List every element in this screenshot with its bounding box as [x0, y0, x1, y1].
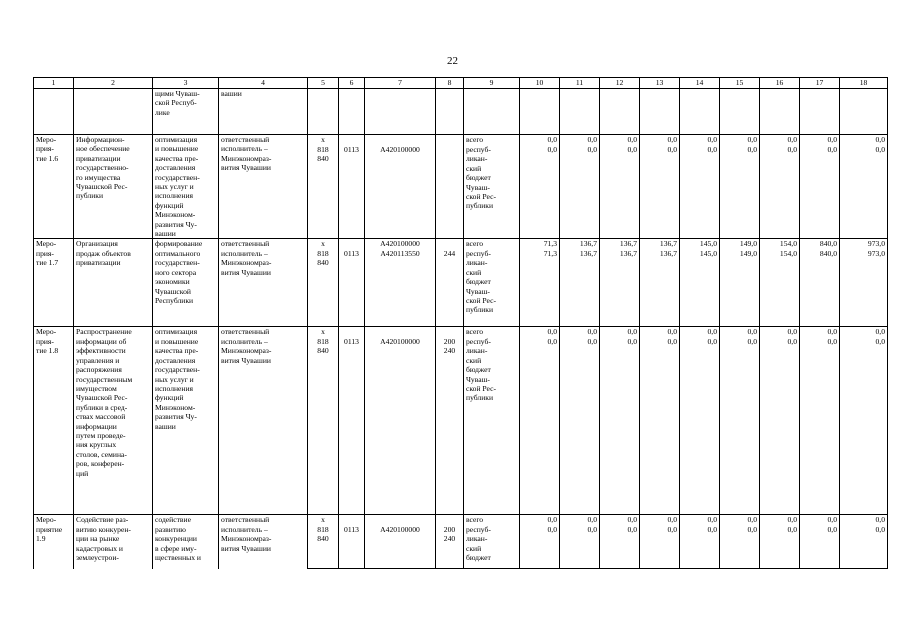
- funding-source: респуб- ликан- ский бюджет Чуваш- ской Рес- публики: [464, 145, 520, 239]
- grbs-code: 818 840: [308, 525, 339, 569]
- amount-cell: 0,0: [640, 515, 680, 525]
- header-cell: 6: [339, 78, 365, 89]
- header-cell: 9: [464, 78, 520, 89]
- activity-goal: оптимизация и повышение качества пре- доставления государствен- ных услуг и исполнения функций Минэконом- развития Чу- вашии: [153, 135, 219, 239]
- header-row: [34, 78, 888, 89]
- amount-cell: 0,0: [520, 525, 560, 569]
- amount-cell: 973,0: [840, 239, 888, 249]
- amount-cell: 0,0: [720, 515, 760, 525]
- header-cell: 13: [640, 78, 680, 89]
- amount-cell: 0,0: [680, 135, 720, 145]
- header-cell: 14: [680, 78, 720, 89]
- grbs-code: x: [308, 135, 339, 145]
- amount-cell: 136,7: [640, 249, 680, 327]
- amount-cell: 0,0: [840, 515, 888, 525]
- activity-goal: формирование оптимального государствен- ного сектора экономики Чувашской Республики: [153, 239, 219, 327]
- header-cell: 5: [308, 78, 339, 89]
- amount-cell: 136,7: [560, 249, 600, 327]
- grbs-code: 818 840: [308, 145, 339, 239]
- expense-type: 244: [436, 249, 464, 327]
- amount-cell: 0,0: [720, 327, 760, 337]
- header-cell: 4: [219, 78, 308, 89]
- amount-cell: 0,0: [520, 337, 560, 515]
- amount-cell: 0,0: [640, 327, 680, 337]
- activity-executor: ответственный исполнитель – Минэкономраз- вития Чувашии: [219, 515, 308, 569]
- amount-cell: 0,0: [680, 327, 720, 337]
- amount-cell: 149,0: [720, 239, 760, 249]
- amount-cell: 0,0: [800, 145, 840, 239]
- page-number: 22: [447, 55, 458, 67]
- section-code: 0113: [339, 525, 365, 569]
- amount-cell: 154,0: [760, 249, 800, 327]
- amount-cell: 154,0: [760, 239, 800, 249]
- amount-cell: 0,0: [720, 525, 760, 569]
- amount-cell: 0,0: [560, 515, 600, 525]
- grbs-code: x: [308, 515, 339, 525]
- amount-cell: 0,0: [840, 135, 888, 145]
- activity-total-row: [34, 239, 888, 249]
- activity-executor: ответственный исполнитель – Минэкономраз- вития Чувашии: [219, 135, 308, 239]
- amount-cell: 71,3: [520, 249, 560, 327]
- amount-cell: 0,0: [560, 327, 600, 337]
- amount-cell: 145,0: [680, 239, 720, 249]
- amount-cell: 0,0: [720, 337, 760, 515]
- activity-executor: ответственный исполнитель – Минэкономраз- вития Чувашии: [219, 327, 308, 515]
- section-code: [339, 327, 365, 337]
- header-cell: 1: [34, 78, 74, 89]
- amount-cell: 145,0: [680, 249, 720, 327]
- activity-name: Меро- прия- тие 1.6: [34, 135, 74, 239]
- activity-name: Меро- приятие 1.9: [34, 515, 74, 569]
- header-cell: 3: [153, 78, 219, 89]
- amount-cell: 0,0: [760, 515, 800, 525]
- amount-cell: 0,0: [560, 337, 600, 515]
- amount-cell: 0,0: [560, 145, 600, 239]
- amount-cell: 0,0: [840, 327, 888, 337]
- activity-executor: ответственный исполнитель – Минэкономраз- вития Чувашии: [219, 239, 308, 327]
- amount-cell: 0,0: [600, 525, 640, 569]
- cell-empty: [34, 89, 74, 135]
- section-code: 0113: [339, 337, 365, 515]
- funding-source: всего: [464, 135, 520, 145]
- amount-cell: 0,0: [680, 515, 720, 525]
- activity-goal: оптимизация и повышение качества пре- доставления государствен- ных услуг и исполнения функций Минэконом- развития Чу- вашии: [153, 327, 219, 515]
- section-code: 0113: [339, 145, 365, 239]
- amount-cell: 0,0: [680, 337, 720, 515]
- table-body: [34, 78, 888, 569]
- target-article: А420113550: [365, 249, 436, 327]
- expense-type: [436, 515, 464, 525]
- grbs-code: x: [308, 327, 339, 337]
- amount-cell: 0,0: [640, 337, 680, 515]
- amount-cell: 0,0: [760, 337, 800, 515]
- activity-goal: содействие развитию конкуренции в сфере иму- щественных и: [153, 515, 219, 569]
- expense-type: [436, 135, 464, 145]
- amount-cell: 0,0: [600, 337, 640, 515]
- section-code: [339, 239, 365, 249]
- amount-cell: 0,0: [560, 135, 600, 145]
- expense-type: [436, 239, 464, 249]
- activity-description: Организация продаж объектов приватизации: [74, 239, 153, 327]
- amount-cell: 0,0: [640, 135, 680, 145]
- activity-total-row: [34, 515, 888, 525]
- continued-goal: щими Чуваш- ской Респуб- лике: [153, 89, 219, 135]
- expense-type: 200 240: [436, 337, 464, 515]
- amount-cell: 0,0: [800, 525, 840, 569]
- funding-source: всего: [464, 239, 520, 249]
- amount-cell: 0,0: [760, 525, 800, 569]
- section-code: [339, 135, 365, 145]
- amount-cell: 0,0: [840, 337, 888, 515]
- amount-cell: 0,0: [840, 525, 888, 569]
- amount-cell: 0,0: [760, 327, 800, 337]
- header-cell: 15: [720, 78, 760, 89]
- amount-cell: 0,0: [840, 145, 888, 239]
- expense-type: [436, 327, 464, 337]
- amount-cell: 0,0: [720, 145, 760, 239]
- target-article: [365, 327, 436, 337]
- header-cell: 17: [800, 78, 840, 89]
- activity-total-row: [34, 135, 888, 145]
- budget-table: [33, 77, 888, 569]
- header-cell: 10: [520, 78, 560, 89]
- amount-cell: 840,0: [800, 239, 840, 249]
- amount-cell: 0,0: [520, 135, 560, 145]
- amount-cell: 0,0: [760, 145, 800, 239]
- header-cell: 8: [436, 78, 464, 89]
- header-cell: 12: [600, 78, 640, 89]
- amount-cell: 0,0: [760, 135, 800, 145]
- grbs-code: x: [308, 239, 339, 249]
- expense-type: [436, 145, 464, 239]
- amount-cell: 0,0: [600, 135, 640, 145]
- expense-type: 200 240: [436, 525, 464, 569]
- funding-source: респуб- ликан- ский бюджет: [464, 525, 520, 569]
- header-cell: 2: [74, 78, 153, 89]
- amount-cell: 0,0: [800, 135, 840, 145]
- amount-cell: 0,0: [600, 327, 640, 337]
- amount-cell: 0,0: [680, 145, 720, 239]
- funding-source: всего: [464, 515, 520, 525]
- grbs-code: 818 840: [308, 249, 339, 327]
- section-code: [339, 515, 365, 525]
- activity-total-row: [34, 327, 888, 337]
- amount-cell: 0,0: [680, 525, 720, 569]
- funding-source: респуб- ликан- ский бюджет Чуваш- ской Рес- публики: [464, 249, 520, 327]
- amount-cell: 0,0: [520, 515, 560, 525]
- target-article: А420100000: [365, 239, 436, 249]
- continuation-row: [34, 89, 888, 135]
- target-article: А420100000: [365, 145, 436, 239]
- header-cell: 7: [365, 78, 436, 89]
- target-article: А420100000: [365, 337, 436, 515]
- header-cell: 18: [840, 78, 888, 89]
- header-cell: 16: [760, 78, 800, 89]
- target-article: [365, 515, 436, 525]
- continued-executor: вашии: [219, 89, 308, 135]
- amount-cell: 0,0: [600, 145, 640, 239]
- target-article: А420100000: [365, 525, 436, 569]
- target-article: [365, 135, 436, 145]
- section-code: 0113: [339, 249, 365, 327]
- amount-cell: 136,7: [600, 239, 640, 249]
- amount-cell: 136,7: [560, 239, 600, 249]
- cell-empty: [74, 89, 153, 135]
- header-cell: 11: [560, 78, 600, 89]
- amount-cell: 0,0: [520, 327, 560, 337]
- amount-cell: 0,0: [720, 135, 760, 145]
- amount-cell: 0,0: [640, 145, 680, 239]
- amount-cell: 149,0: [720, 249, 760, 327]
- activity-description: Содействие раз- витию конкурен- ции на рынке кадастровых и землеустрои-: [74, 515, 153, 569]
- amount-cell: 0,0: [800, 337, 840, 515]
- activity-description: Информацион- ное обеспечение приватизации государственно- го имущества Чувашской Рес- публики: [74, 135, 153, 239]
- amount-cell: 71,3: [520, 239, 560, 249]
- amount-cell: 0,0: [600, 515, 640, 525]
- activity-name: Меро- прия- тие 1.7: [34, 239, 74, 327]
- funding-source: всего: [464, 327, 520, 337]
- amount-cell: 136,7: [600, 249, 640, 327]
- grbs-code: 818 840: [308, 337, 339, 515]
- funding-source: респуб- ликан- ский бюджет Чуваш- ской Рес- публики: [464, 337, 520, 515]
- amount-cell: 0,0: [800, 327, 840, 337]
- amount-cell: 0,0: [800, 515, 840, 525]
- activity-description: Распространение информации об эффективности управления и распоряжения государственным имуществом Чувашской Рес- публики в сред- ствах массовой информации путем проведе- ния круглых столов, семина- ров, конферен- ций: [74, 327, 153, 515]
- amount-cell: 0,0: [560, 525, 600, 569]
- activity-name: Меро- прия- тие 1.8: [34, 327, 74, 515]
- amount-cell: 136,7: [640, 239, 680, 249]
- amount-cell: 0,0: [640, 525, 680, 569]
- amount-cell: 840,0: [800, 249, 840, 327]
- amount-cell: 0,0: [520, 145, 560, 239]
- amount-cell: 973,0: [840, 249, 888, 327]
